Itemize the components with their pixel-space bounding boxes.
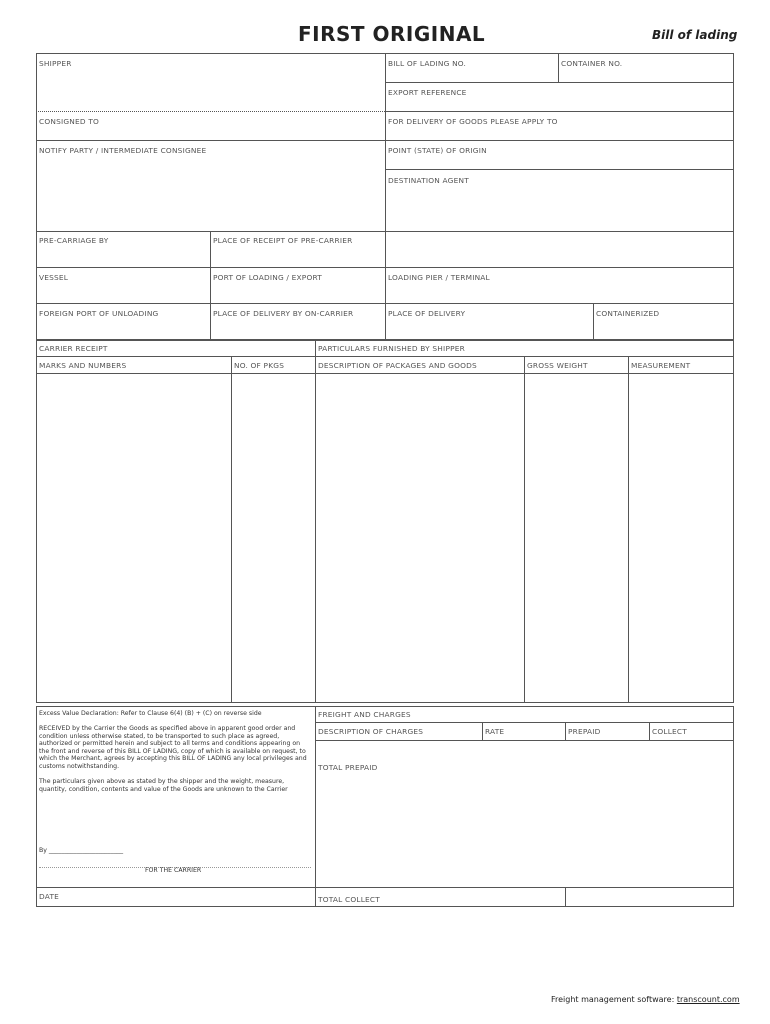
vessel-label: VESSEL [39,273,69,282]
loading-pier-label: LOADING PIER / TERMINAL [388,273,490,282]
measurement-header: MEASUREMENT [631,361,691,370]
collect-header: COLLECT [652,727,687,736]
place-of-delivery-on-carrier-label: PLACE OF DELIVERY BY ON-CARRIER [213,309,354,318]
divider [210,231,211,340]
divider [628,356,629,703]
consigned-to-label: CONSIGNED TO [39,117,100,126]
footer-label: Freight management software: [551,995,675,1004]
divider [231,356,232,703]
container-no-label: CONTAINER NO. [561,59,623,68]
divider [36,356,734,357]
divider [482,722,483,740]
prepaid-header: PREPAID [568,727,601,736]
footer-link[interactable]: transcount.com [676,995,740,1004]
divider [315,740,734,741]
particulars-label: PARTICULARS FURNISHED BY SHIPPER [318,344,465,353]
divider [558,53,559,82]
for-delivery-label: FOR DELIVERY OF GOODS PLEASE APPLY TO [388,117,558,126]
place-of-receipt-label: PLACE OF RECEIPT OF PRE-CARRIER [213,236,353,245]
containerized-label: CONTAINERIZED [596,309,660,318]
marks-and-numbers-header: MARKS AND NUMBERS [39,361,127,370]
port-of-loading-label: PORT OF LOADING / EXPORT [213,273,322,282]
pre-carriage-label: PRE-CARRIAGE BY [39,236,109,245]
divider [565,887,566,907]
divider [36,373,734,374]
foreign-port-label: FOREIGN PORT OF UNLOADING [39,309,159,318]
description-of-charges-header: DESCRIPTION OF CHARGES [318,727,424,736]
description-of-goods-header: DESCRIPTION OF PACKAGES AND GOODS [318,361,477,370]
divider [36,140,385,141]
received-terms: RECEIVED by the Carrier the Goods as specified above in apparent good order and condition unless otherwise stated, to be transported to such place as agreed, authorized or permitted herein and subject to all terms and conditions appearing on the front and reverse of this BILL OF LADING, copy of which is available on request, to which the Merchant, agrees by accepting this BILL OF LADING any local privileges and customs notwithstanding. [39,725,307,770]
total-collect-label: TOTAL COLLECT [318,895,380,904]
notify-party-label: NOTIFY PARTY / INTERMEDIATE CONSIGNEE [39,146,207,155]
divider [315,722,734,723]
excess-value-note: Excess Value Declaration: Refer to Clause 6(4) (B) + (C) on reverse side [39,710,262,717]
divider [36,887,315,888]
gross-weight-header: GROSS WEIGHT [527,361,588,370]
footer-credit [551,995,740,1004]
divider [524,356,525,703]
divider [315,887,734,888]
export-reference-label: EXPORT REFERENCE [388,88,467,97]
document-subtitle: Bill of lading [652,28,738,42]
point-of-origin-label: POINT (STATE) OF ORIGIN [388,146,487,155]
divider [36,111,385,112]
date-label: DATE [39,892,60,901]
destination-agent-label: DESTINATION AGENT [388,176,469,185]
divider [593,303,594,340]
divider [385,53,386,340]
for-the-carrier-label: FOR THE CARRIER [145,867,202,874]
divider [385,169,734,170]
divider [385,111,734,112]
goods-frame [36,340,734,703]
by-signature-line: By ________________________ [39,847,124,854]
shipper-label: SHIPPER [39,59,72,68]
divider [385,140,734,141]
no-of-pkgs-header: NO. OF PKGS [234,361,285,370]
total-prepaid-label: TOTAL PREPAID [318,763,378,772]
document-title: FIRST ORIGINAL [298,22,486,46]
carrier-receipt-label: CARRIER RECEIPT [39,344,108,353]
divider [385,82,734,83]
bill-of-lading-no-label: BILL OF LADING NO. [388,59,467,68]
divider [315,340,316,703]
particulars-note: The particulars given above as stated by the shipper and the weight, measure, quantity, condition, contents and value of the Goods are unknown to the Carrier [39,778,288,793]
divider [565,722,566,740]
place-of-delivery-label: PLACE OF DELIVERY [388,309,466,318]
rate-header: RATE [485,727,505,736]
divider [315,706,316,907]
divider [649,722,650,740]
freight-and-charges-label: FREIGHT AND CHARGES [318,710,411,719]
